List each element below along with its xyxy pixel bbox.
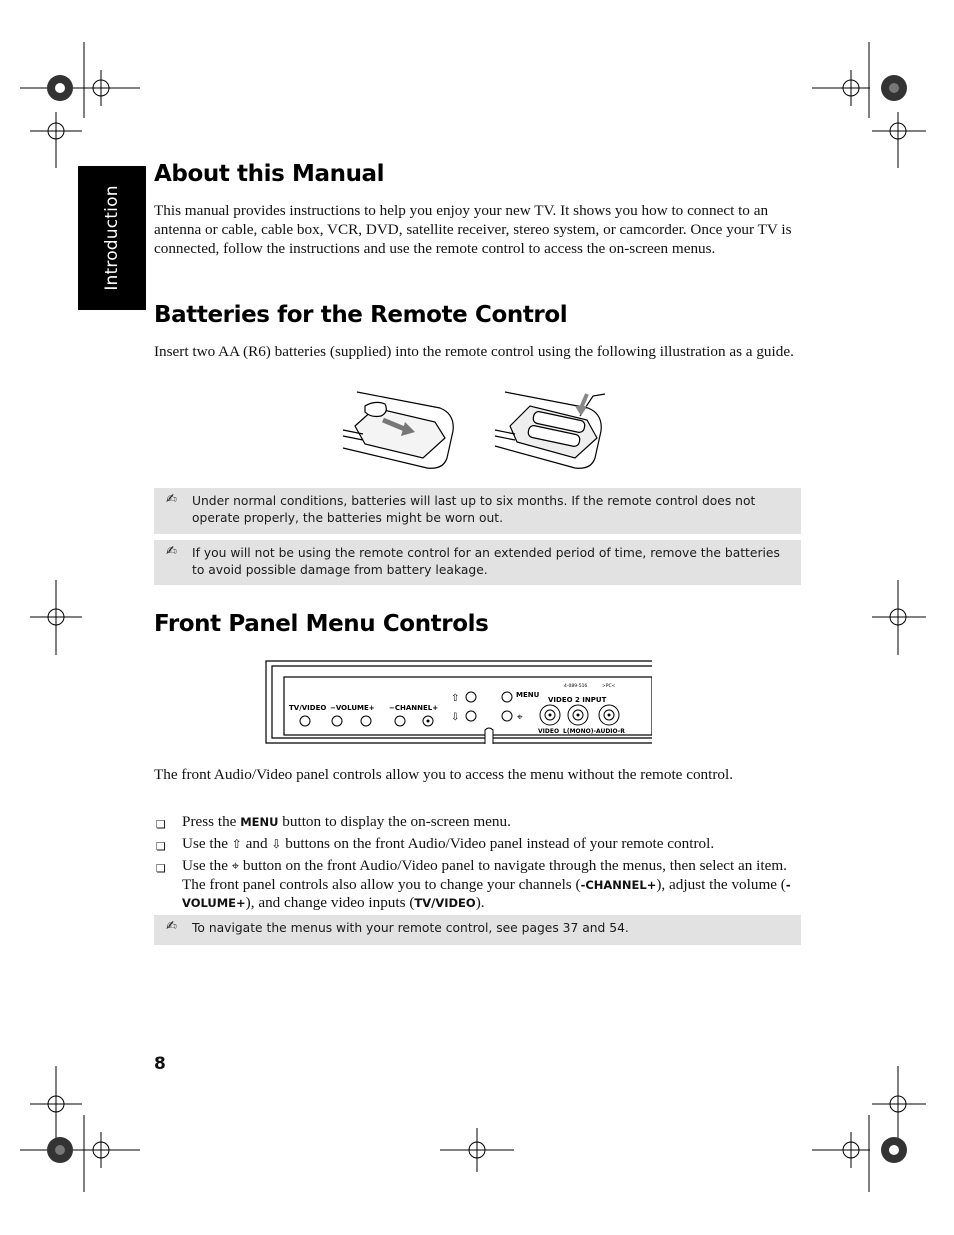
label-video-jack: VIDEO (538, 728, 560, 735)
volume-key-label: -VOLUME+ (182, 877, 791, 910)
checkbox-bullet-icon: ❏ (156, 818, 166, 831)
channel-key-label: -CHANNEL+ (580, 877, 657, 892)
pencil-note-icon: ✍ (166, 492, 177, 507)
label-channel: −CHANNEL+ (389, 704, 439, 712)
label-menu: MENU (516, 691, 540, 699)
note-battery-life-text: Under normal conditions, batteries will last up to six months. If the remote control does not operate properly, the batteries might be worn out. (192, 494, 756, 525)
down-arrow-icon: ⇩ (451, 712, 460, 723)
label-part-number: 4-089-516 (564, 684, 588, 689)
section-side-tab (78, 166, 146, 310)
list-item: ❏ Use the ⇧ and ⇩ buttons on the front Audio/Video panel instead of your remote control. (154, 835, 804, 853)
label-tv-video: TV/VIDEO (289, 704, 327, 712)
heading-about-manual: About this Manual (154, 161, 385, 187)
label-model-code: >PC< (602, 684, 616, 689)
heading-front-panel: Front Panel Menu Controls (154, 611, 489, 637)
menu-button (502, 692, 512, 702)
select-crosshair-icon: ⌖ (231, 859, 240, 875)
select-button (502, 711, 512, 721)
heading-batteries: Batteries for the Remote Control (154, 302, 568, 328)
list-item: ❏ Press the MENU button to display the on-screen menu. (154, 813, 804, 831)
note-battery-leakage (154, 540, 801, 585)
list-item: ❏ Use the ⌖ button on the front Audio/Video panel to navigate through the menus, then select an item. The front panel controls also allow you to change your channels (-CHANNEL+), adjust the volume (-VOLUME+), and change video inputs (TV/VIDEO). (156, 857, 791, 911)
side-tab-label: Introduction (102, 185, 122, 291)
tv-video-button (300, 716, 310, 726)
front-panel-instructions (154, 813, 804, 916)
battery-illustration (335, 386, 615, 478)
note-battery-life (154, 488, 801, 534)
pencil-note-icon: ✍ (166, 544, 177, 559)
up-arrow-icon: ⇧ (231, 837, 242, 852)
tv-video-key-label: TV/VIDEO (414, 895, 476, 910)
up-arrow-icon: ⇧ (451, 693, 460, 704)
select-crosshair-icon: ⌖ (517, 712, 523, 723)
pencil-note-icon: ✍ (166, 919, 177, 934)
front-panel-body: The front Audio/Video panel controls allow you to access the menu without the remote control. (154, 766, 734, 783)
down-arrow-icon: ⇩ (271, 837, 282, 852)
up-button (466, 692, 476, 702)
note-battery-leakage-text: If you will not be using the remote control for an extended period of time, remove the batteries to avoid possible damage from battery leakage. (192, 546, 780, 577)
page-number: 8 (154, 1054, 166, 1074)
menu-key-label: MENU (240, 815, 279, 829)
volume-down-button (332, 716, 342, 726)
label-audio-jacks: L(MONO)-AUDIO-R (563, 728, 625, 735)
front-panel-illustration (264, 660, 652, 744)
checkbox-bullet-icon: ❏ (156, 862, 166, 876)
label-video2-input: VIDEO 2 INPUT (548, 696, 607, 704)
volume-up-button (361, 716, 371, 726)
label-volume: −VOLUME+ (330, 704, 375, 712)
channel-down-button (395, 716, 405, 726)
about-body: This manual provides instructions to help you enjoy your new TV. It shows you how to connect to an antenna or cable, cable box, VCR, DVD, satellite receiver, stereo system, or camcorder. Once your TV is connected, follow the instructions and use the remote control to access the on-screen menus. (154, 202, 792, 257)
checkbox-bullet-icon: ❏ (156, 840, 166, 854)
note-remote-navigation-text: To navigate the menus with your remote control, see pages 37 and 54. (192, 921, 629, 935)
batteries-body: Insert two AA (R6) batteries (supplied) into the remote control using the following illustration as a guide. (154, 343, 794, 360)
down-button (466, 711, 476, 721)
note-remote-navigation (154, 915, 801, 945)
